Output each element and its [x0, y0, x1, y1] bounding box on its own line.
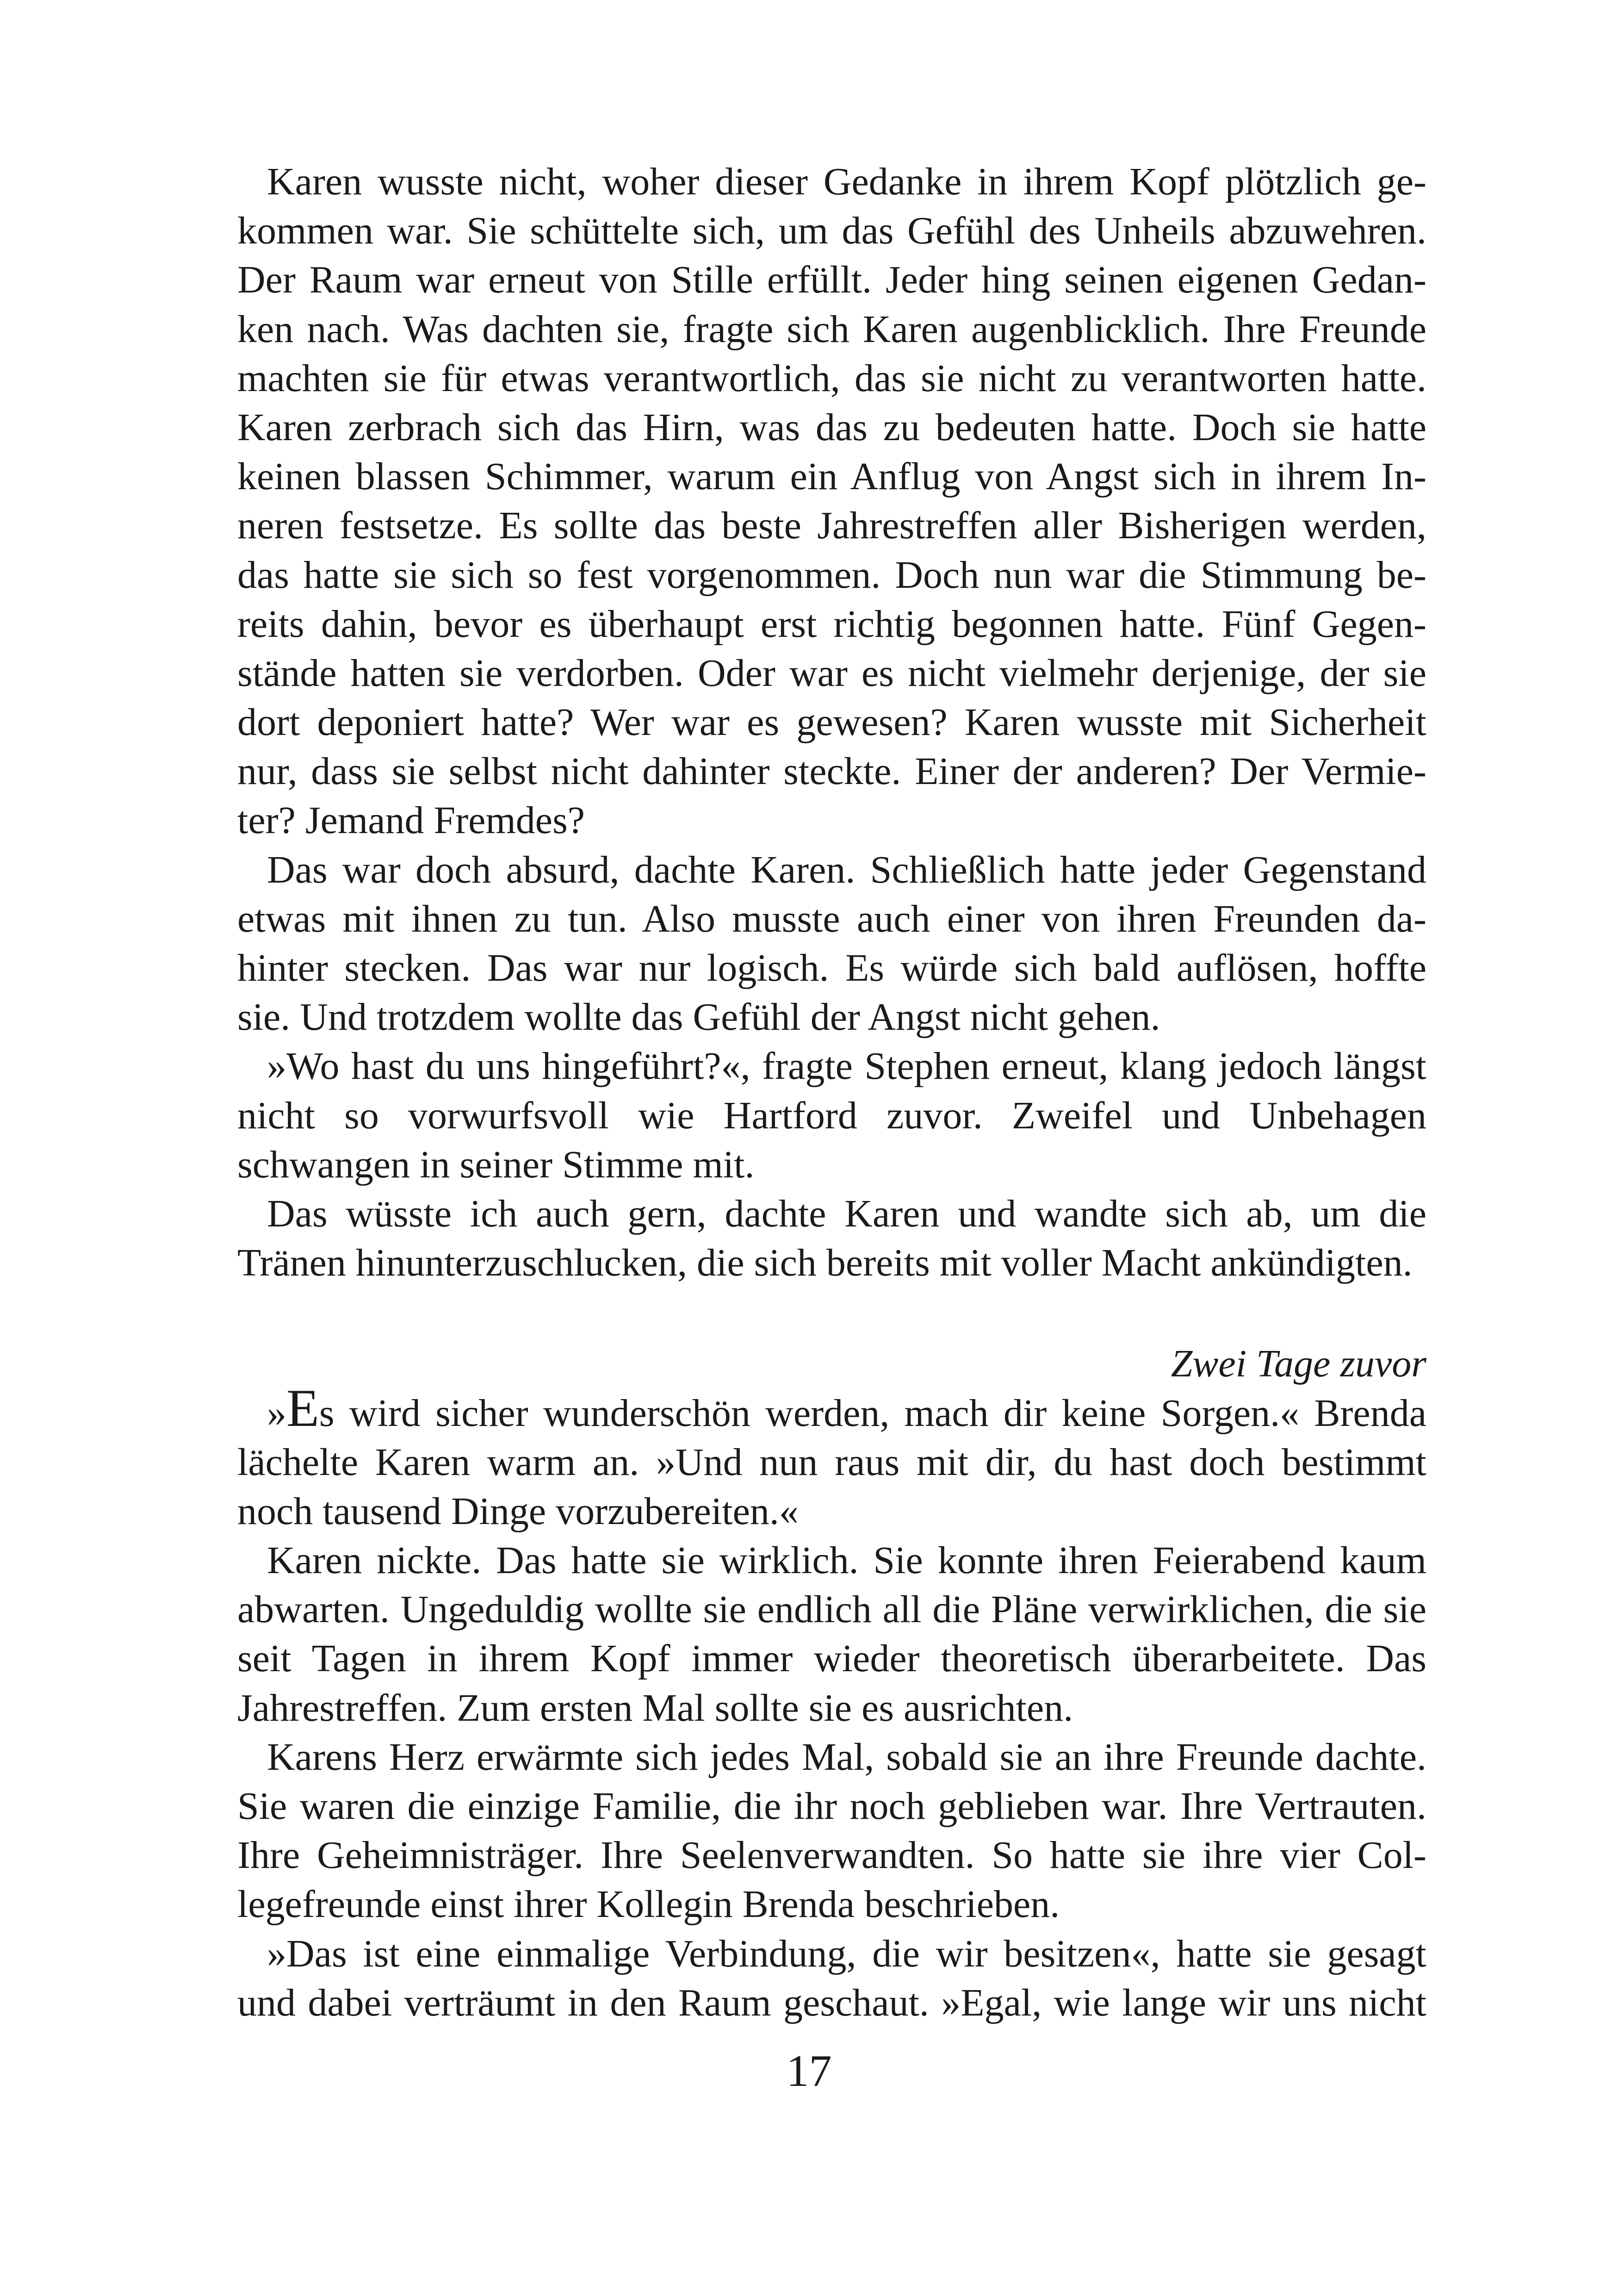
text-line: legefreunde einst ihrer Kollegin Brenda beschrieben.	[237, 1883, 1060, 1926]
text-line: »Wo hast du uns hingeführt?«, fragte Stephen erneut, klang jedoch längst	[267, 1045, 1426, 1088]
paragraph	[237, 1536, 1426, 1733]
text-line: dort deponiert hatte? Wer war es gewesen? Karen wusste mit Sicherheit	[237, 701, 1426, 744]
text-line: Tränen hinunterzuschlucken, die sich bereits mit voller Macht ankündigten.	[237, 1241, 1413, 1285]
text-line: Karen wusste nicht, woher dieser Gedanke in ihrem Kopf plötzlich ge-	[267, 160, 1426, 203]
paragraph	[237, 846, 1426, 1042]
page-body	[237, 157, 1426, 2028]
text-line: etwas mit ihnen zu tun. Also musste auch einer von ihren Freunden da-	[237, 897, 1426, 940]
scene-opening-line	[237, 1378, 1426, 1438]
text-line: und dabei verträumt in den Raum geschaut. »Egal, wie lange wir uns nicht	[237, 1981, 1426, 2024]
text-line: neren festsetze. Es sollte das beste Jahrestreffen aller Bisherigen werden,	[237, 504, 1426, 548]
text-line: Karens Herz erwärmte sich jedes Mal, sobald sie an ihre Freunde dachte.	[267, 1735, 1426, 1779]
drop-initial: E	[286, 1378, 319, 1438]
paragraph	[237, 1378, 1426, 1537]
text-line: Karen zerbrach sich das Hirn, was das zu bedeuten hatte. Doch sie hatte	[237, 405, 1426, 449]
text-line: Das war doch absurd, dachte Karen. Schließlich hatte jeder Gegenstand	[267, 848, 1426, 891]
paragraph	[237, 1042, 1426, 1189]
text-line: Karen nickte. Das hatte sie wirklich. Sie konnte ihren Feierabend kaum	[267, 1539, 1426, 1582]
text-line: ter? Jemand Fremdes?	[237, 799, 585, 842]
paragraph	[237, 157, 1426, 846]
text-line: das hatte sie sich so fest vorgenommen. Doch nun war die Stimmung be-	[237, 553, 1426, 597]
text-line-rest: s wird sicher wunderschön werden, mach dir keine Sorgen.« Brenda	[319, 1391, 1426, 1435]
text-line: keinen blassen Schimmer, warum ein Anflug von Angst sich in ihrem In-	[237, 455, 1426, 498]
text-line: stände hatten sie verdorben. Oder war es nicht vielmehr derjenige, der sie	[237, 651, 1426, 695]
opening-quote-mark: »	[267, 1391, 286, 1435]
text-line: machten sie für etwas verantwortlich, das sie nicht zu verantworten hatte.	[237, 356, 1426, 400]
text-line: sie. Und trotzdem wollte das Gefühl der Angst nicht gehen.	[237, 996, 1160, 1039]
text-line: ken nach. Was dachten sie, fragte sich Karen augenblicklich. Ihre Freunde	[237, 307, 1426, 351]
text-line: Jahrestreffen. Zum ersten Mal sollte sie es ausrichten.	[237, 1686, 1073, 1730]
text-line: seit Tagen in ihrem Kopf immer wieder theoretisch überarbeitete. Das	[237, 1637, 1426, 1680]
paragraph	[237, 1929, 1426, 2028]
text-line: nur, dass sie selbst nicht dahinter steckte. Einer der anderen? Der Vermie-	[237, 750, 1426, 793]
text-line: Das wüsste ich auch gern, dachte Karen und wandte sich ab, um die	[267, 1192, 1426, 1235]
text-line: »Das ist eine einmalige Verbindung, die wir besitzen«, hatte sie gesagt	[267, 1932, 1426, 1975]
scene-break	[237, 1288, 1426, 1339]
text-line: Ihre Geheimnisträger. Ihre Seelenverwandten. So hatte sie ihre vier Col-	[237, 1834, 1426, 1877]
paragraph	[237, 1733, 1426, 1929]
text-line: hinter stecken. Das war nur logisch. Es würde sich bald auflösen, hoffte	[237, 946, 1426, 989]
text-line: Sie waren die einzige Familie, die ihr noch geblieben war. Ihre Vertrauten.	[237, 1785, 1426, 1828]
page-number: 17	[786, 2046, 832, 2096]
paragraph	[237, 1189, 1426, 1288]
text-line: abwarten. Ungeduldig wollte sie endlich all die Pläne verwirklichen, die sie	[237, 1588, 1426, 1631]
text-line: schwangen in seiner Stimme mit.	[237, 1143, 755, 1186]
text-line: nicht so vorwurfsvoll wie Hartford zuvor. Zweifel und Unbehagen	[237, 1094, 1426, 1137]
text-line: reits dahin, bevor es überhaupt erst richtig begonnen hatte. Fünf Gegen-	[237, 602, 1426, 646]
text-line: noch tausend Dinge vorzubereiten.«	[237, 1489, 799, 1533]
scene-heading: Zwei Tage zuvor	[1171, 1342, 1426, 1386]
text-line: Der Raum war erneut von Stille erfüllt. Jeder hing seinen eigenen Gedan-	[237, 258, 1426, 302]
text-line: kommen war. Sie schüttelte sich, um das Gefühl des Unheils abzuwehren.	[237, 209, 1426, 253]
text-line: lächelte Karen warm an. »Und nun raus mit dir, du hast doch bestimmt	[237, 1440, 1426, 1484]
